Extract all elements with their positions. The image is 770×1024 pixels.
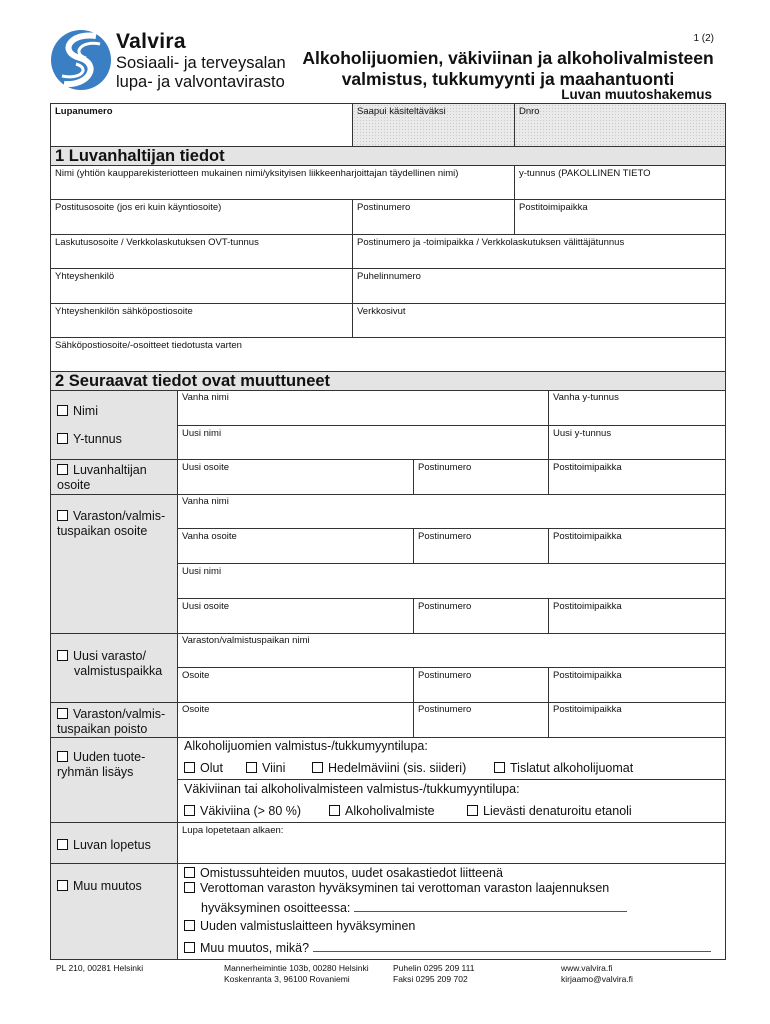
alkoholivalmiste-checkbox[interactable] [329, 805, 340, 816]
option-varasto-label1: Varaston/valmis- [73, 509, 166, 523]
lopetus-field[interactable] [178, 823, 726, 864]
vakiviina-heading: Väkiviinan tai alkoholivalmisteen valmistus-/tukkumyyntilupa: [184, 782, 520, 796]
varasto-vanha-osoite-field[interactable] [178, 529, 414, 564]
laskutusosoite-field[interactable] [51, 235, 353, 269]
section1-heading: 1 Luvanhaltijan tiedot [55, 147, 225, 165]
verkkosivut-label: Verkkosivut [357, 306, 406, 317]
logo-name: Valvira [116, 30, 186, 53]
sahkoposti-field[interactable] [51, 304, 353, 338]
poisto-checkbox[interactable] [57, 708, 68, 719]
logo-subtitle-line1: Sosiaali- ja terveysalan [116, 54, 286, 72]
hedelmaviini-checkbox[interactable] [312, 762, 323, 773]
footer-addr1: Mannerheimintie 103b, 00280 Helsinki [224, 963, 369, 973]
varasto-uusi-osoite-field[interactable] [178, 599, 414, 634]
option-varasto[interactable] [57, 509, 165, 539]
poisto-postinumero-field[interactable] [414, 703, 549, 738]
laskutus-postinumero-field[interactable] [353, 235, 726, 269]
option-valmistuslaite[interactable] [184, 919, 415, 933]
olut-checkbox[interactable] [184, 762, 195, 773]
varasto-vanha-nimi-label: Vanha nimi [182, 496, 229, 507]
vanha-ytunnus-field[interactable] [549, 391, 726, 426]
form-title-line1: Alkoholijuomien, väkiviinan ja alkoholivalmisteen [302, 48, 714, 68]
poisto-postitoimipaikka-label: Postitoimipaikka [553, 704, 622, 715]
vakiviina-label: Väkiviina (> 80 %) [200, 804, 302, 818]
muu-mika-checkbox[interactable] [184, 942, 195, 953]
saapui-field [353, 104, 515, 147]
option-viini[interactable] [246, 761, 285, 775]
varasto-vanha-postitoimipaikka-label: Postitoimipaikka [553, 531, 622, 542]
option-hedelmaviini[interactable] [312, 761, 466, 775]
laskutus-postinumero-label: Postinumero ja -toimipaikka / Verkkolaskutuksen välittäjätunnus [357, 237, 625, 248]
osoite-checkbox[interactable] [57, 464, 68, 475]
option-varasto-label2: tuspaikan osoite [57, 524, 148, 538]
hyvaksyminen-label: hyväksyminen osoitteessa: [201, 901, 351, 915]
varasto-vanha-postinumero-label: Postinumero [418, 531, 472, 542]
option-tuote-label2: ryhmän lisäys [57, 765, 134, 779]
section2-heading: 2 Seuraavat tiedot ovat muuttuneet [55, 372, 331, 390]
osoite-postinumero-label: Postinumero [418, 462, 472, 473]
varasto-uusi-postitoimipaikka-label: Postitoimipaikka [553, 601, 622, 612]
footer-addr2: Koskenranta 3, 96100 Rovaniemi [224, 974, 350, 984]
option-nimi[interactable] [57, 404, 98, 418]
tislatut-checkbox[interactable] [494, 762, 505, 773]
varasto-vanha-nimi-field[interactable] [178, 495, 726, 529]
option-omistussuhteet[interactable] [184, 866, 503, 880]
viini-label: Viini [262, 761, 286, 775]
varasto-uusi-nimi-field[interactable] [178, 564, 726, 599]
uusi-ytunnus-field[interactable] [549, 426, 726, 460]
verkkosivut-field[interactable] [353, 304, 726, 338]
lupanumero-label: Lupanumero [55, 106, 113, 117]
postitoimipaikka-field[interactable] [515, 200, 726, 235]
laskutusosoite-label: Laskutusosoite / Verkkolaskutuksen OVT-tunnus [55, 237, 259, 248]
option-osoite-label1: Luvanhaltijan [73, 463, 147, 477]
verottoman-checkbox[interactable] [184, 882, 195, 893]
option-lopetus[interactable] [57, 838, 151, 852]
muu-checkbox[interactable] [57, 880, 68, 891]
tislatut-label: Tislatut alkoholijuomat [510, 761, 634, 775]
varasto-vanha-postinumero-field[interactable] [414, 529, 549, 564]
postitoimipaikka-label: Postitoimipaikka [519, 202, 588, 213]
dnro-label: Dnro [519, 106, 540, 117]
poisto-osoite-label: Osoite [182, 704, 210, 715]
ytunnus-field[interactable] [515, 166, 726, 200]
yhteyshenkilo-field[interactable] [51, 269, 353, 304]
option-uusi-varasto[interactable] [57, 649, 162, 679]
vanha-nimi-field[interactable] [178, 391, 549, 426]
tiedotus-field[interactable] [51, 338, 726, 372]
uusi-nimi-field[interactable] [178, 426, 549, 460]
valmistuslaite-checkbox[interactable] [184, 920, 195, 931]
option-alkoholivalmiste[interactable] [329, 804, 435, 818]
uusi-varasto-postinumero-label: Postinumero [418, 670, 472, 681]
muu-mika-label: Muu muutos, mikä? [200, 941, 310, 955]
option-verottoman[interactable] [184, 881, 609, 895]
uusi-nimi-label: Uusi nimi [182, 428, 222, 439]
option-tislatut[interactable] [494, 761, 633, 775]
option-vakiviina[interactable] [184, 804, 301, 818]
omistussuhteet-checkbox[interactable] [184, 867, 195, 878]
postitusosoite-label: Postitusosoite (jos eri kuin käyntiosoite) [55, 202, 222, 213]
uusi-varasto-nimi-label: Varaston/valmistuspaikan nimi [182, 635, 310, 646]
osoite-postitoimipaikka-field[interactable] [549, 460, 726, 495]
puhelinnumero-field[interactable] [353, 269, 726, 304]
uusi-varasto-checkbox[interactable] [57, 650, 68, 661]
lupanumero-field[interactable] [51, 104, 353, 147]
lievasti-label: Lievästi denaturoitu etanoli [483, 804, 632, 818]
tiedotus-label: Sähköpostiosoite/-osoitteet tiedotusta varten [55, 340, 242, 351]
nimi-checkbox[interactable] [57, 405, 68, 416]
alkoholijuomat-heading: Alkoholijuomien valmistus-/tukkumyyntilupa: [184, 739, 428, 753]
dnro-field [515, 104, 726, 147]
section1-header [51, 147, 726, 166]
option-muu-label: Muu muutos [73, 879, 142, 893]
uusi-varasto-osoite-label: Osoite [182, 670, 210, 681]
footer-web[interactable]: www.valvira.fi [561, 963, 613, 973]
option-osoite[interactable] [57, 463, 147, 493]
option-uusi-label1: Uusi varasto/ [73, 649, 146, 663]
lopetus-checkbox[interactable] [57, 839, 68, 850]
verottoman-label: Verottoman varaston hyväksyminen tai verottoman varaston laajennuksen [200, 881, 610, 895]
option-muu-mika[interactable] [184, 941, 711, 955]
poisto-postinumero-label: Postinumero [418, 704, 472, 715]
option-lievasti[interactable] [467, 804, 632, 818]
varasto-uusi-nimi-label: Uusi nimi [182, 566, 222, 577]
nimi-field[interactable] [51, 166, 515, 200]
option-nimi-ytunnus-cell [51, 391, 178, 460]
option-ytunnus[interactable] [57, 432, 122, 446]
omistussuhteet-label: Omistussuhteiden muutos, uudet osakastiedot liitteenä [200, 866, 503, 880]
yhteyshenkilo-label: Yhteyshenkilö [55, 271, 115, 282]
varasto-vanha-osoite-label: Vanha osoite [182, 531, 237, 542]
uusi-osoite-field[interactable] [178, 460, 414, 495]
footer-pl: PL 210, 00281 Helsinki [56, 963, 144, 973]
varasto-uusi-postinumero-field[interactable] [414, 599, 549, 634]
uusi-varasto-postitoimipaikka-label: Postitoimipaikka [553, 670, 622, 681]
nimi-label: Nimi (yhtiön kaupparekisteriotteen mukainen nimi/yksityisen liikkeenharjoittajan täydellinen nimi) [55, 168, 459, 179]
option-nimi-label: Nimi [73, 404, 98, 418]
form-subtitle: Luvan muutoshakemus [561, 87, 712, 102]
page-number: 1 (2) [693, 33, 714, 44]
uusi-osoite-label: Uusi osoite [182, 462, 229, 473]
saapui-label: Saapui käsiteltäväksi [357, 106, 446, 117]
section2-header [51, 372, 726, 391]
hyvaksyminen-input-line[interactable] [354, 911, 627, 912]
postitusosoite-field[interactable] [51, 200, 353, 235]
poisto-osoite-field[interactable] [178, 703, 414, 738]
muu-mika-input-line[interactable] [313, 951, 711, 952]
option-tuote-label1: Uuden tuote- [73, 750, 146, 764]
varasto-vanha-postitoimipaikka-field[interactable] [549, 529, 726, 564]
vanha-ytunnus-label: Vanha y-tunnus [553, 392, 619, 403]
puhelinnumero-label: Puhelinnumero [357, 271, 421, 282]
option-uusi-label2: valmistuspaikka [74, 664, 163, 678]
varasto-uusi-postinumero-label: Postinumero [418, 601, 472, 612]
uusi-varasto-nimi-field[interactable] [178, 634, 726, 668]
option-poisto-label1: Varaston/valmis- [73, 707, 166, 721]
valmistuslaite-label: Uuden valmistuslaitteen hyväksyminen [200, 919, 416, 933]
poisto-postitoimipaikka-field[interactable] [549, 703, 726, 738]
valvira-logo-icon [50, 28, 112, 92]
footer-faksi: Faksi 0295 209 702 [393, 974, 468, 984]
alkoholivalmiste-label: Alkoholivalmiste [345, 804, 435, 818]
varasto-uusi-postitoimipaikka-field[interactable] [549, 599, 726, 634]
postinumero-label: Postinumero [357, 202, 411, 213]
postinumero-field[interactable] [353, 200, 515, 235]
option-osoite-label2: osoite [57, 478, 91, 492]
footer-puhelin: Puhelin 0295 209 111 [393, 963, 475, 973]
option-poisto-label2: tuspaikan poisto [57, 722, 148, 736]
tuoteryhma-checkbox[interactable] [57, 751, 68, 762]
logo-subtitle-line2: lupa- ja valvontavirasto [116, 73, 285, 91]
option-muu[interactable] [57, 879, 142, 893]
vanha-nimi-label: Vanha nimi [182, 392, 229, 403]
option-olut[interactable] [184, 761, 223, 775]
ytunnus-label: y-tunnus (PAKOLLINEN TIETO [519, 168, 651, 179]
option-poisto[interactable] [57, 707, 165, 737]
sahkoposti-label: Yhteyshenkilön sähköpostiosoite [55, 306, 193, 317]
vakiviina-checkbox[interactable] [184, 805, 195, 816]
option-ytunnus-label: Y-tunnus [73, 432, 122, 446]
olut-label: Olut [200, 761, 223, 775]
varasto-uusi-osoite-label: Uusi osoite [182, 601, 229, 612]
form-title-line2: valmistus, tukkumyynti ja maahantuonti [341, 69, 675, 89]
hyvaksyminen-line[interactable] [201, 901, 627, 915]
form-table [50, 103, 726, 960]
uusi-ytunnus-label: Uusi y-tunnus [553, 428, 612, 439]
option-tuoteryhma[interactable] [57, 750, 145, 780]
varasto-checkbox[interactable] [57, 510, 68, 521]
uusi-varasto-postinumero-field[interactable] [414, 668, 549, 703]
lopetus-label: Lupa lopetetaan alkaen: [182, 825, 284, 836]
option-lopetus-label: Luvan lopetus [73, 838, 151, 852]
footer-email[interactable]: kirjaamo@valvira.fi [561, 974, 633, 984]
lievasti-checkbox[interactable] [467, 805, 478, 816]
uusi-varasto-postitoimipaikka-field[interactable] [549, 668, 726, 703]
hedelmaviini-label: Hedelmäviini (sis. siideri) [328, 761, 467, 775]
viini-checkbox[interactable] [246, 762, 257, 773]
osoite-postinumero-field[interactable] [414, 460, 549, 495]
uusi-varasto-osoite-field[interactable] [178, 668, 414, 703]
osoite-postitoimipaikka-label: Postitoimipaikka [553, 462, 622, 473]
ytunnus-checkbox[interactable] [57, 433, 68, 444]
